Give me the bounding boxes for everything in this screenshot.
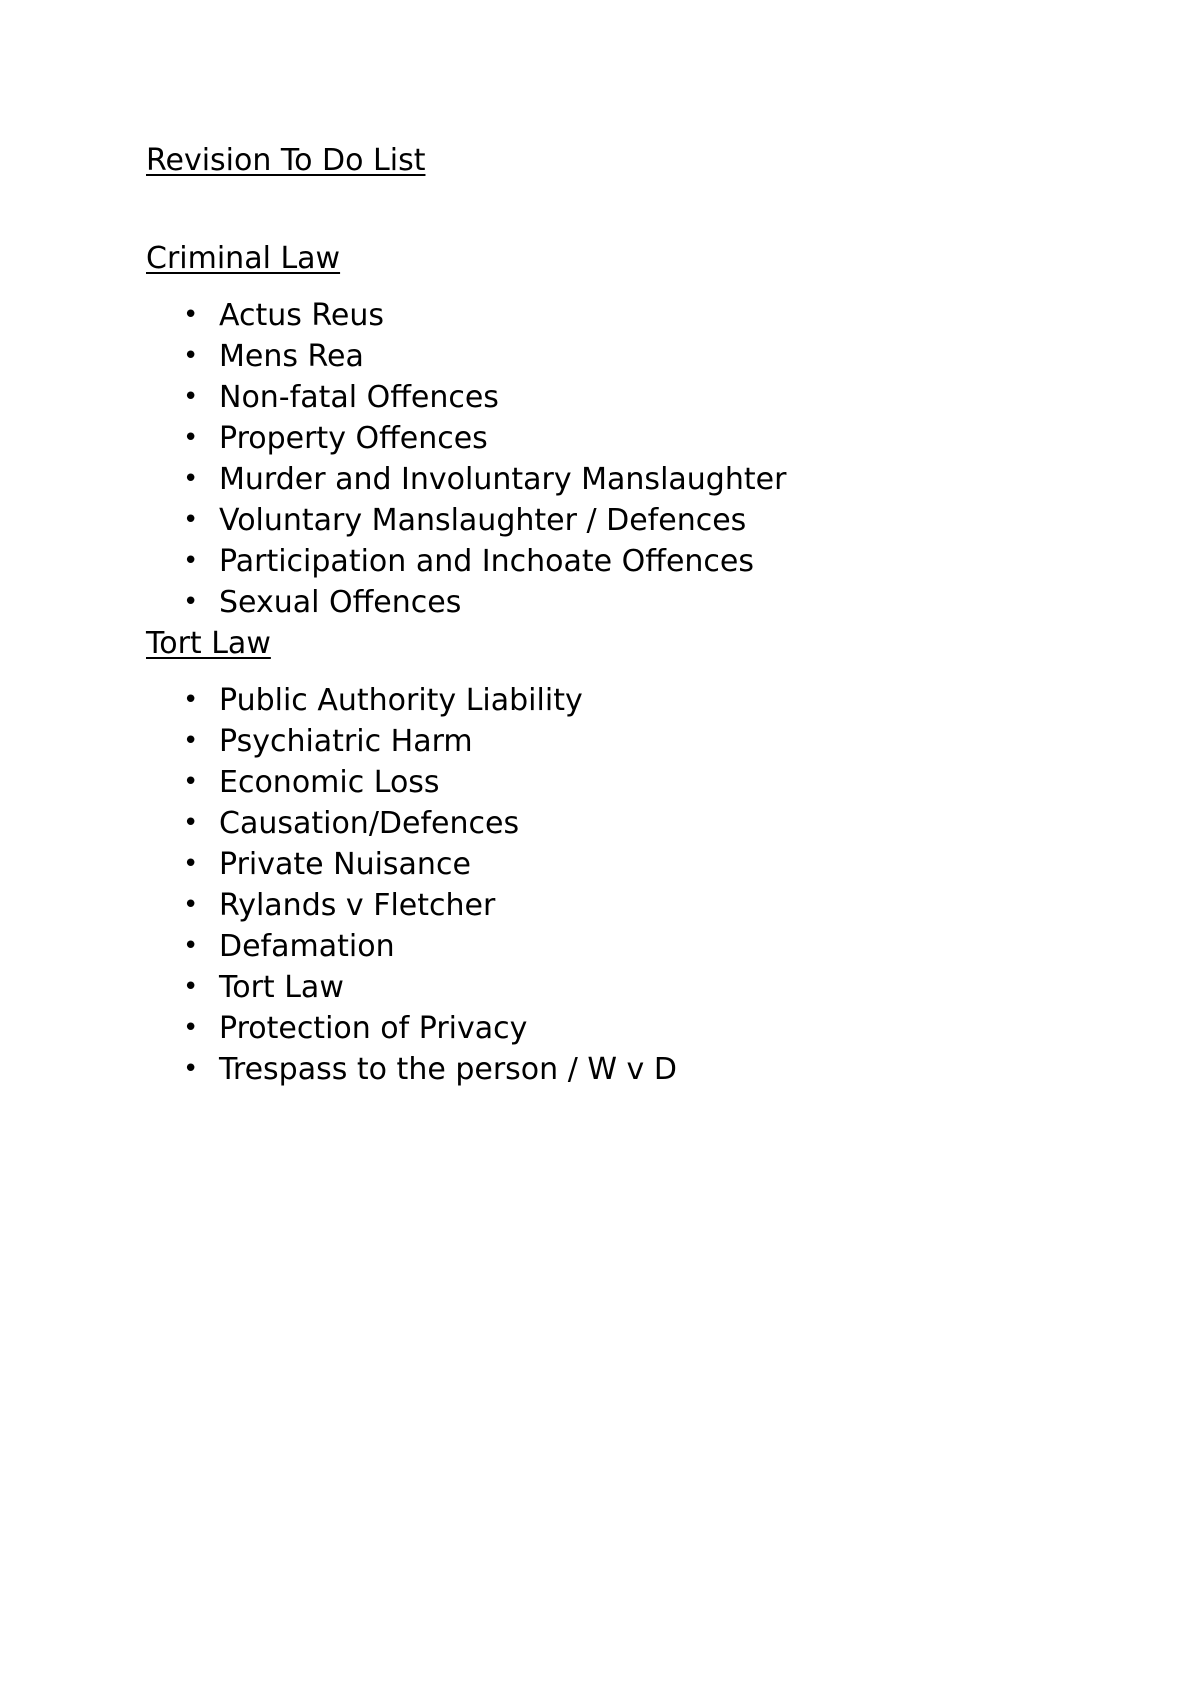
bullet-icon: •	[183, 1054, 199, 1084]
list-item-label: Private Nuisance	[219, 847, 471, 882]
list-item	[146, 1049, 1046, 1090]
section-heading-tort-law: Tort Law	[146, 626, 271, 661]
document-content	[146, 140, 1046, 1090]
list-item	[146, 1008, 1046, 1049]
list-item	[146, 336, 1046, 377]
list-item	[146, 680, 1046, 721]
bullet-icon: •	[183, 808, 199, 838]
list-item	[146, 582, 1046, 623]
bullet-icon: •	[183, 767, 199, 797]
list-item-label: Defamation	[219, 929, 395, 964]
list-item	[146, 967, 1046, 1008]
list-item-label: Tort Law	[219, 970, 344, 1005]
bullet-icon: •	[183, 382, 199, 412]
document-title: Revision To Do List	[146, 143, 426, 178]
list-item	[146, 844, 1046, 885]
bullet-icon: •	[183, 423, 199, 453]
list-item	[146, 885, 1046, 926]
list-item-label: Protection of Privacy	[219, 1011, 528, 1046]
bullet-icon: •	[183, 726, 199, 756]
list-item	[146, 500, 1046, 541]
list-item-label: Participation and Inchoate Offences	[219, 544, 754, 579]
list-item-label: Causation/Defences	[219, 806, 520, 841]
list-item-label: Economic Loss	[219, 765, 440, 800]
bullet-icon: •	[183, 685, 199, 715]
list-item	[146, 762, 1046, 803]
list-item-label: Psychiatric Harm	[219, 724, 473, 759]
bullet-icon: •	[183, 464, 199, 494]
section-heading-criminal-law: Criminal Law	[146, 241, 341, 276]
list-item-label: Public Authority Liability	[219, 683, 583, 718]
bullet-icon: •	[183, 849, 199, 879]
bullet-icon: •	[183, 300, 199, 330]
list-item	[146, 377, 1046, 418]
list-item-label: Murder and Involuntary Manslaughter	[219, 462, 787, 497]
bullet-icon: •	[183, 587, 199, 617]
bullet-icon: •	[183, 505, 199, 535]
list-item-label: Rylands v Fletcher	[219, 888, 496, 923]
list-item	[146, 721, 1046, 762]
list-item-label: Voluntary Manslaughter / Defences	[219, 503, 747, 538]
list-item-label: Actus Reus	[219, 298, 385, 333]
tort-law-list	[146, 680, 1046, 1090]
list-item-label: Sexual Offences	[219, 585, 462, 620]
list-item-label: Trespass to the person / W v D	[219, 1052, 677, 1087]
list-item-label: Non-fatal Offences	[219, 380, 499, 415]
list-item	[146, 459, 1046, 500]
bullet-icon: •	[183, 931, 199, 961]
list-item-label: Mens Rea	[219, 339, 364, 374]
list-item	[146, 295, 1046, 336]
bullet-icon: •	[183, 890, 199, 920]
list-item-label: Property Offences	[219, 421, 488, 456]
list-item	[146, 926, 1046, 967]
list-item	[146, 803, 1046, 844]
list-item	[146, 541, 1046, 582]
bullet-icon: •	[183, 1013, 199, 1043]
bullet-icon: •	[183, 972, 199, 1002]
bullet-icon: •	[183, 546, 199, 576]
criminal-law-list	[146, 295, 1046, 623]
list-item	[146, 418, 1046, 459]
bullet-icon: •	[183, 341, 199, 371]
